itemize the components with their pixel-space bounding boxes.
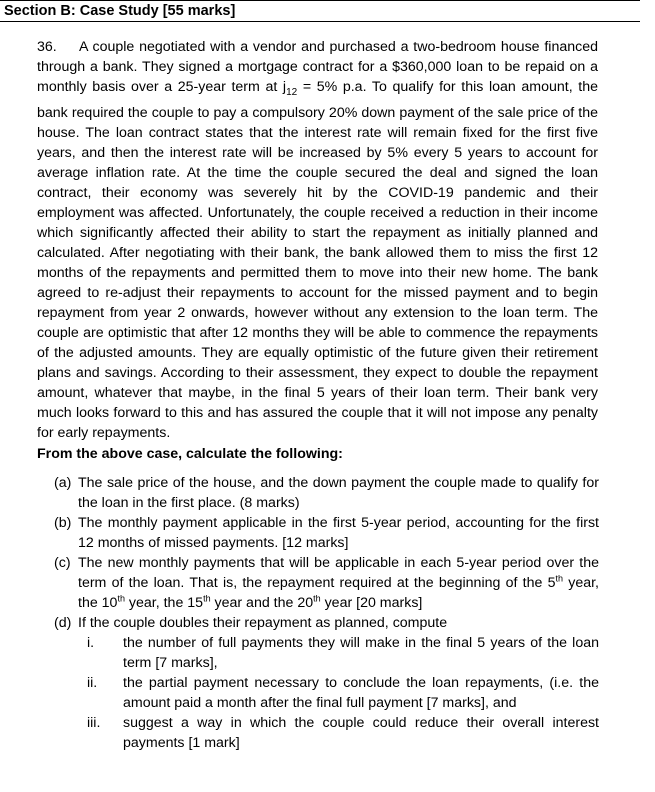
case-study-text-part-1: A couple negotiated with a vendor and purchased a two-bedroom house financed through a bank. They signed a mortgage contract for a $360,000 loan to be repaid on a monthly basis over a 25-year term at j: [37, 39, 598, 95]
part-a-label: (a): [54, 475, 72, 491]
part-d: [54, 613, 599, 633]
part-c: [54, 553, 599, 613]
part-d-text: If the couple doubles their repayment as planned, compute: [78, 615, 448, 631]
instructions-heading: From the above case, calculate the following:: [37, 446, 343, 462]
part-c-text-2: year, the 10: [78, 575, 599, 611]
part-c-sup-1: th: [555, 573, 564, 584]
part-d-label: (d): [54, 615, 72, 631]
part-d-item-i: [87, 633, 599, 673]
part-c-sup-2: th: [117, 593, 125, 604]
part-d-item-ii: [87, 673, 599, 713]
part-d-item-i-text: the number of full payments they will make in the final 5 years of the loan term [7 marks],: [123, 635, 599, 671]
part-d-item-iii: [87, 713, 599, 753]
part-d-item-ii-text: the partial payment necessary to conclude the loan repayments, (i.e. the amount paid a month after the final full payment [7 marks], and: [123, 675, 599, 711]
case-study-text-part-2: = 5% p.a. To qualify for this loan amount, the bank required the couple to pay a compulsory 20% down payment of the sale price of the house. The loan contract states that the interest rate will remain fixed for the first five years, and then the interest rate will be increased by 5% every 5 years to account for average inflation rate. At the time the couple secured the deal and signed the loan contract, their economy was severely hit by the COVID-19 pandemic and their employment was affected. Unfortunately, the couple received a reduction in their income which significantly affected their ability to start the repayment as initially planned and calculated. After negotiating with their bank, the bank allowed them to miss the first 12 months of the repayments and permitted them to move into their new home. The bank agreed to re-adjust their repayments to account for the missed payment and to begin repayment from year 2 onwards, however without any extension to the loan term. The couple are optimistic that after 12 months they will be able to commence the repayments of the adjusted amounts. They are equally optimistic of the future given their retirement plans and savings. According to their assessment, they expect to double the repayment amount, whatever that maybe, in the final 5 years of their loan term. Their bank very much looks forward to this and has assured the couple that it will not impose any penalty for early repayments.: [37, 79, 599, 441]
part-c-label: (c): [54, 555, 71, 571]
part-c-text: [78, 553, 599, 613]
part-d-item-iii-label: iii.: [87, 715, 101, 731]
part-c-text-5: year [20 marks]: [320, 595, 423, 611]
rate-subscript: 12: [286, 86, 298, 98]
part-d-item-i-label: i.: [87, 635, 95, 651]
part-a: [54, 473, 599, 513]
part-b-text: The monthly payment applicable in the first 5-year period, accounting for the first 12 months of missed payments. [12 marks]: [78, 515, 599, 551]
part-c-sup-4: th: [313, 593, 321, 604]
question-number: 36.: [37, 39, 57, 55]
section-header: [0, 0, 640, 22]
part-c-text-1: The new monthly payments that will be applicable in each 5-year period over the term of the loan. That is, the repayment required at the beginning of the 5: [78, 555, 599, 591]
part-d-item-ii-label: ii.: [87, 675, 98, 691]
section-title: Section B: Case Study [55 marks]: [4, 3, 236, 19]
part-b-label: (b): [54, 515, 72, 531]
part-d-item-iii-text: suggest a way in which the couple could reduce their overall interest payments [1 mark]: [123, 715, 599, 751]
part-b: [54, 513, 599, 553]
part-c-sup-3: th: [203, 593, 211, 604]
part-c-text-4: year and the 20: [210, 595, 314, 611]
case-study-paragraph: [37, 37, 598, 443]
part-c-text-3: year, the 15: [124, 595, 204, 611]
part-a-text: The sale price of the house, and the down payment the couple made to qualify for the loan in the first place. (8 marks): [78, 475, 599, 511]
